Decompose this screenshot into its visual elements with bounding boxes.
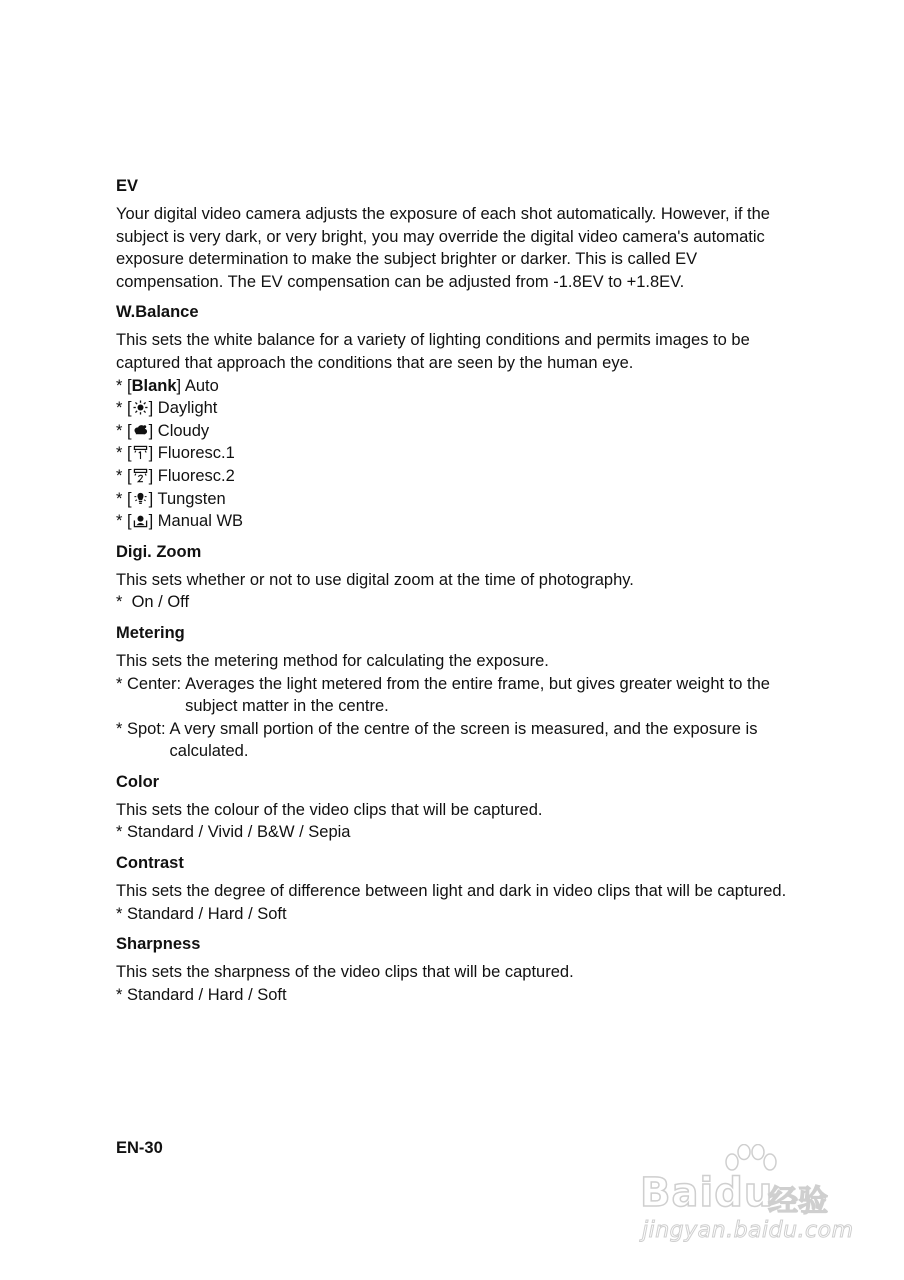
- bracket-close: ]: [176, 376, 182, 395]
- wb-option-cloudy: [116, 420, 796, 443]
- section-body-wbalance: This sets the white balance for a variety of lighting conditions and permits images to be captured that approach the conditions that are seen by the human eye.: [116, 331, 750, 372]
- metering-spot-label: * Spot:: [116, 719, 166, 738]
- section-color: [116, 771, 796, 844]
- bullet: * [: [116, 421, 132, 440]
- section-sharpness: [116, 933, 796, 1006]
- section-title-digizoom: Digi. Zoom: [116, 542, 202, 561]
- manual-wb-icon: [133, 513, 148, 528]
- page-number: EN-30: [116, 1139, 163, 1157]
- metering-spot: [116, 718, 796, 763]
- section-contrast: [116, 852, 796, 925]
- section-ev: [116, 175, 796, 293]
- wb-option-manual: [116, 510, 796, 533]
- section-title-contrast: Contrast: [116, 854, 184, 873]
- wb-label-fluoresc1: Fluoresc.1: [157, 444, 235, 463]
- wb-label-tungsten: Tungsten: [157, 489, 226, 508]
- section-body-ev: Your digital video camera adjusts the exposure of each shot automatically. However, if the subject is very dark, or very bright, you may override the digital video camera's automatic exposure determination to make the subject brighter or darker. This is called EV compensation. The EV compensation can be adjusted from -1.8EV to +1.8EV.: [116, 205, 770, 291]
- metering-center: [116, 673, 796, 718]
- metering-spot-text: A very small portion of the centre of the screen is measured, and the exposure is calculated.: [169, 719, 758, 761]
- document-body: [116, 175, 796, 1014]
- bracket-close: ]: [148, 512, 154, 531]
- section-body-digizoom: This sets whether or not to use digital zoom at the time of photography.: [116, 570, 634, 589]
- bracket-close: ]: [148, 444, 154, 463]
- wb-option-fluoresc2: [116, 465, 796, 488]
- bullet: * [: [116, 466, 132, 485]
- section-options-contrast: * Standard / Hard / Soft: [116, 904, 287, 923]
- section-body-sharpness: This sets the sharpness of the video clips that will be captured.: [116, 963, 574, 982]
- watermark-cn: 经验: [768, 1184, 828, 1219]
- bracket-close: ]: [148, 489, 154, 508]
- section-options-digizoom: * On / Off: [116, 593, 190, 612]
- wb-label-manual: Manual WB: [157, 512, 244, 531]
- cloudy-icon: [133, 423, 148, 438]
- section-title-ev: EV: [116, 177, 139, 195]
- bullet: * [: [116, 399, 132, 418]
- wb-label-auto: Auto: [184, 376, 219, 395]
- bracket-close: ]: [148, 466, 154, 485]
- section-options-sharpness: * Standard / Hard / Soft: [116, 985, 287, 1004]
- bracket-close: ]: [148, 421, 154, 440]
- bullet: * [: [116, 489, 132, 508]
- section-title-wbalance: W.Balance: [116, 303, 199, 322]
- watermark-url: jingyan.baidu.com: [642, 1218, 854, 1243]
- wb-option-tungsten: [116, 488, 796, 511]
- baidu-watermark: [640, 1142, 860, 1252]
- bullet: * [: [116, 376, 132, 395]
- fluorescent-2-icon: [133, 468, 148, 483]
- wb-label-daylight: Daylight: [157, 399, 218, 418]
- section-title-sharpness: Sharpness: [116, 935, 201, 954]
- daylight-icon: [133, 400, 148, 415]
- section-digizoom: [116, 541, 796, 614]
- wb-option-daylight: [116, 397, 796, 420]
- tungsten-icon: [133, 491, 148, 506]
- section-body-metering: This sets the metering method for calculating the exposure.: [116, 651, 549, 670]
- section-body-contrast: This sets the degree of difference between light and dark in video clips that will be captured.: [116, 882, 787, 901]
- section-options-color: * Standard / Vivid / B&W / Sepia: [116, 823, 351, 842]
- wb-label-cloudy: Cloudy: [157, 421, 210, 440]
- wb-option-fluoresc1: [116, 442, 796, 465]
- section-wbalance: [116, 301, 796, 532]
- metering-center-text: Averages the light metered from the entire frame, but gives greater weight to the subject matter in the centre.: [185, 674, 770, 716]
- wb-option-auto: [116, 375, 796, 398]
- section-body-color: This sets the colour of the video clips that will be captured.: [116, 800, 543, 819]
- bullet: * [: [116, 444, 132, 463]
- bullet: * [: [116, 512, 132, 531]
- section-metering: [116, 622, 796, 763]
- metering-center-label: * Center:: [116, 674, 182, 693]
- section-title-color: Color: [116, 772, 160, 791]
- wb-key-blank: Blank: [131, 376, 177, 395]
- bracket-close: ]: [148, 399, 154, 418]
- watermark-logo: Baidu: [640, 1170, 774, 1216]
- fluorescent-1-icon: [133, 445, 148, 460]
- section-title-metering: Metering: [116, 623, 185, 642]
- wb-label-fluoresc2: Fluoresc.2: [157, 466, 235, 485]
